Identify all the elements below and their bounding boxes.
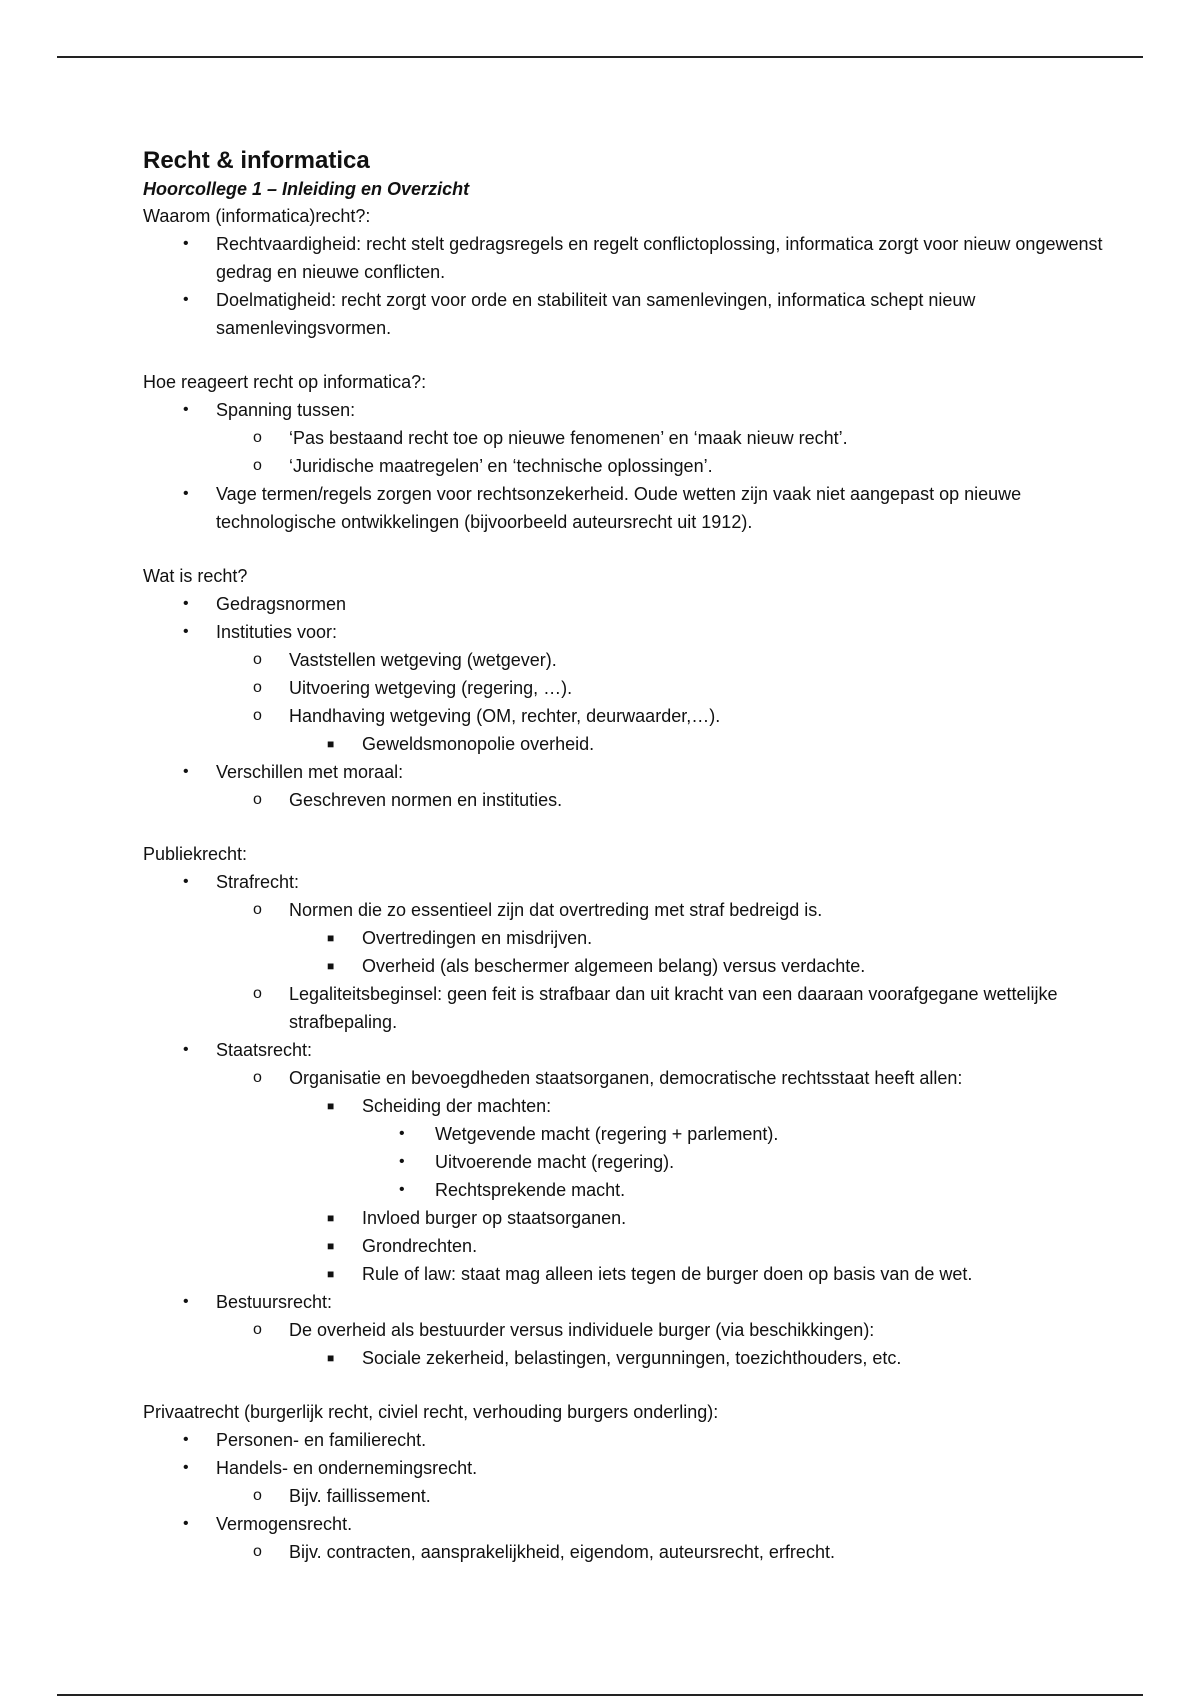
list-item: o ‘Pas bestaand recht toe op nieuwe fenomenen’ en ‘maak nieuw recht’.	[143, 424, 1103, 452]
bullet-marker: •	[183, 485, 189, 502]
square-marker: ■	[327, 959, 335, 973]
list-item: • Rechtsprekende macht.	[143, 1176, 1103, 1204]
list-item: • Wetgevende macht (regering + parlement).	[143, 1120, 1103, 1148]
bullet-marker: •	[183, 595, 189, 612]
bullet-marker: •	[183, 1431, 189, 1448]
list-item: ■ Scheiding der machten:	[143, 1092, 1103, 1120]
circle-marker: o	[253, 1543, 262, 1560]
list-item: o Bijv. faillissement.	[143, 1482, 1103, 1510]
list-item: • Bestuursrecht:	[143, 1288, 1103, 1316]
circle-marker: o	[253, 1321, 262, 1338]
circle-marker: o	[253, 679, 262, 696]
bullet-marker: •	[183, 763, 189, 780]
list-item: • Vermogensrecht.	[143, 1510, 1103, 1538]
bullet-marker: •	[183, 401, 189, 418]
list-item: • Gedragsnormen	[143, 590, 1103, 618]
list-item: • Handels- en ondernemingsrecht.	[143, 1454, 1103, 1482]
square-marker: ■	[327, 737, 335, 751]
square-marker: ■	[327, 1267, 335, 1281]
circle-marker: o	[253, 651, 262, 668]
list-item: ■ Rule of law: staat mag alleen iets tegen de burger doen op basis van de wet.	[143, 1260, 1103, 1288]
circle-marker: o	[253, 707, 262, 724]
bullet-marker: •	[183, 1293, 189, 1310]
list-item: o Vaststellen wetgeving (wetgever).	[143, 646, 1103, 674]
square-marker: ■	[327, 1239, 335, 1253]
bullet-marker: •	[183, 1041, 189, 1058]
list-item: • Staatsrecht:	[143, 1036, 1103, 1064]
section-heading-wat-is-recht: Wat is recht?	[143, 566, 248, 586]
section-heading-hoe-reageert: Hoe reageert recht op informatica?:	[143, 372, 427, 392]
circle-marker: o	[253, 1487, 262, 1504]
document-body	[143, 146, 1103, 1566]
bullet-marker: •	[399, 1181, 405, 1198]
lecture-subtitle: Hoorcollege 1 – Inleiding en Overzicht	[143, 179, 470, 199]
list-item: ■ Overtredingen en misdrijven.	[143, 924, 1103, 952]
circle-marker: o	[253, 429, 262, 446]
list-item: o Uitvoering wetgeving (regering, …).	[143, 674, 1103, 702]
section-heading-privaatrecht: Privaatrecht (burgerlijk recht, civiel recht, verhouding burgers onderling):	[143, 1402, 719, 1422]
bullet-marker: •	[399, 1125, 405, 1142]
bullet-marker: •	[183, 623, 189, 640]
top-rule	[57, 56, 1143, 58]
list-item: o Bijv. contracten, aansprakelijkheid, eigendom, auteursrecht, erfrecht.	[143, 1538, 1103, 1566]
list-item: o De overheid als bestuurder versus individuele burger (via beschikkingen):	[143, 1316, 1103, 1344]
list-item: o Handhaving wetgeving (OM, rechter, deurwaarder,…).	[143, 702, 1103, 730]
circle-marker: o	[253, 791, 262, 808]
list-item: • Instituties voor:	[143, 618, 1103, 646]
list-item: o Geschreven normen en instituties.	[143, 786, 1103, 814]
bullet-marker: •	[183, 1459, 189, 1476]
list-item: • Personen- en familierecht.	[143, 1426, 1103, 1454]
list-item: ■ Invloed burger op staatsorganen.	[143, 1204, 1103, 1232]
list-item: ■ Geweldsmonopolie overheid.	[143, 730, 1103, 758]
list-item: • Rechtvaardigheid: recht stelt gedragsregels en regelt conflictoplossing, informatica zorgt voor nieuw ongewenst gedrag en nieuwe conflicten.	[143, 230, 1103, 286]
list-item: • Strafrecht:	[143, 868, 1103, 896]
section-heading-publiekrecht: Publiekrecht:	[143, 844, 248, 864]
square-marker: ■	[327, 1211, 335, 1225]
circle-marker: o	[253, 1069, 262, 1086]
list-item: • Spanning tussen:	[143, 396, 1103, 424]
bullet-marker: •	[183, 291, 189, 308]
list-item: • Doelmatigheid: recht zorgt voor orde en stabiliteit van samenlevingen, informatica schept nieuw samenlevingsvormen.	[143, 286, 1103, 342]
list-item: o ‘Juridische maatregelen’ en ‘technische oplossingen’.	[143, 452, 1103, 480]
list-item: ■ Overheid (als beschermer algemeen belang) versus verdachte.	[143, 952, 1103, 980]
bullet-marker: •	[399, 1153, 405, 1170]
bottom-rule	[57, 1694, 1143, 1696]
list-item: o Organisatie en bevoegdheden staatsorganen, democratische rechtsstaat heeft allen:	[143, 1064, 1103, 1092]
circle-marker: o	[253, 901, 262, 918]
bullet-marker: •	[183, 1515, 189, 1532]
list-item: • Vage termen/regels zorgen voor rechtsonzekerheid. Oude wetten zijn vaak niet aangepast op nieuwe technologische ontwikkelingen (bijvoorbeeld auteursrecht uit 1912).	[143, 480, 1103, 536]
square-marker: ■	[327, 1099, 335, 1113]
circle-marker: o	[253, 457, 262, 474]
list-item: • Uitvoerende macht (regering).	[143, 1148, 1103, 1176]
section-heading-waarom: Waarom (informatica)recht?:	[143, 206, 371, 226]
bullet-marker: •	[183, 235, 189, 252]
document-title: Recht & informatica	[143, 147, 370, 174]
list-item: o Normen die zo essentieel zijn dat overtreding met straf bedreigd is.	[143, 896, 1103, 924]
list-item: ■ Grondrechten.	[143, 1232, 1103, 1260]
square-marker: ■	[327, 1351, 335, 1365]
list-item: • Verschillen met moraal:	[143, 758, 1103, 786]
circle-marker: o	[253, 985, 262, 1002]
list-item: ■ Sociale zekerheid, belastingen, vergunningen, toezichthouders, etc.	[143, 1344, 1103, 1372]
bullet-marker: •	[183, 873, 189, 890]
list-item: o Legaliteitsbeginsel: geen feit is strafbaar dan uit kracht van een daaraan voorafgegane wettelijke strafbepaling.	[143, 980, 1103, 1036]
square-marker: ■	[327, 931, 335, 945]
